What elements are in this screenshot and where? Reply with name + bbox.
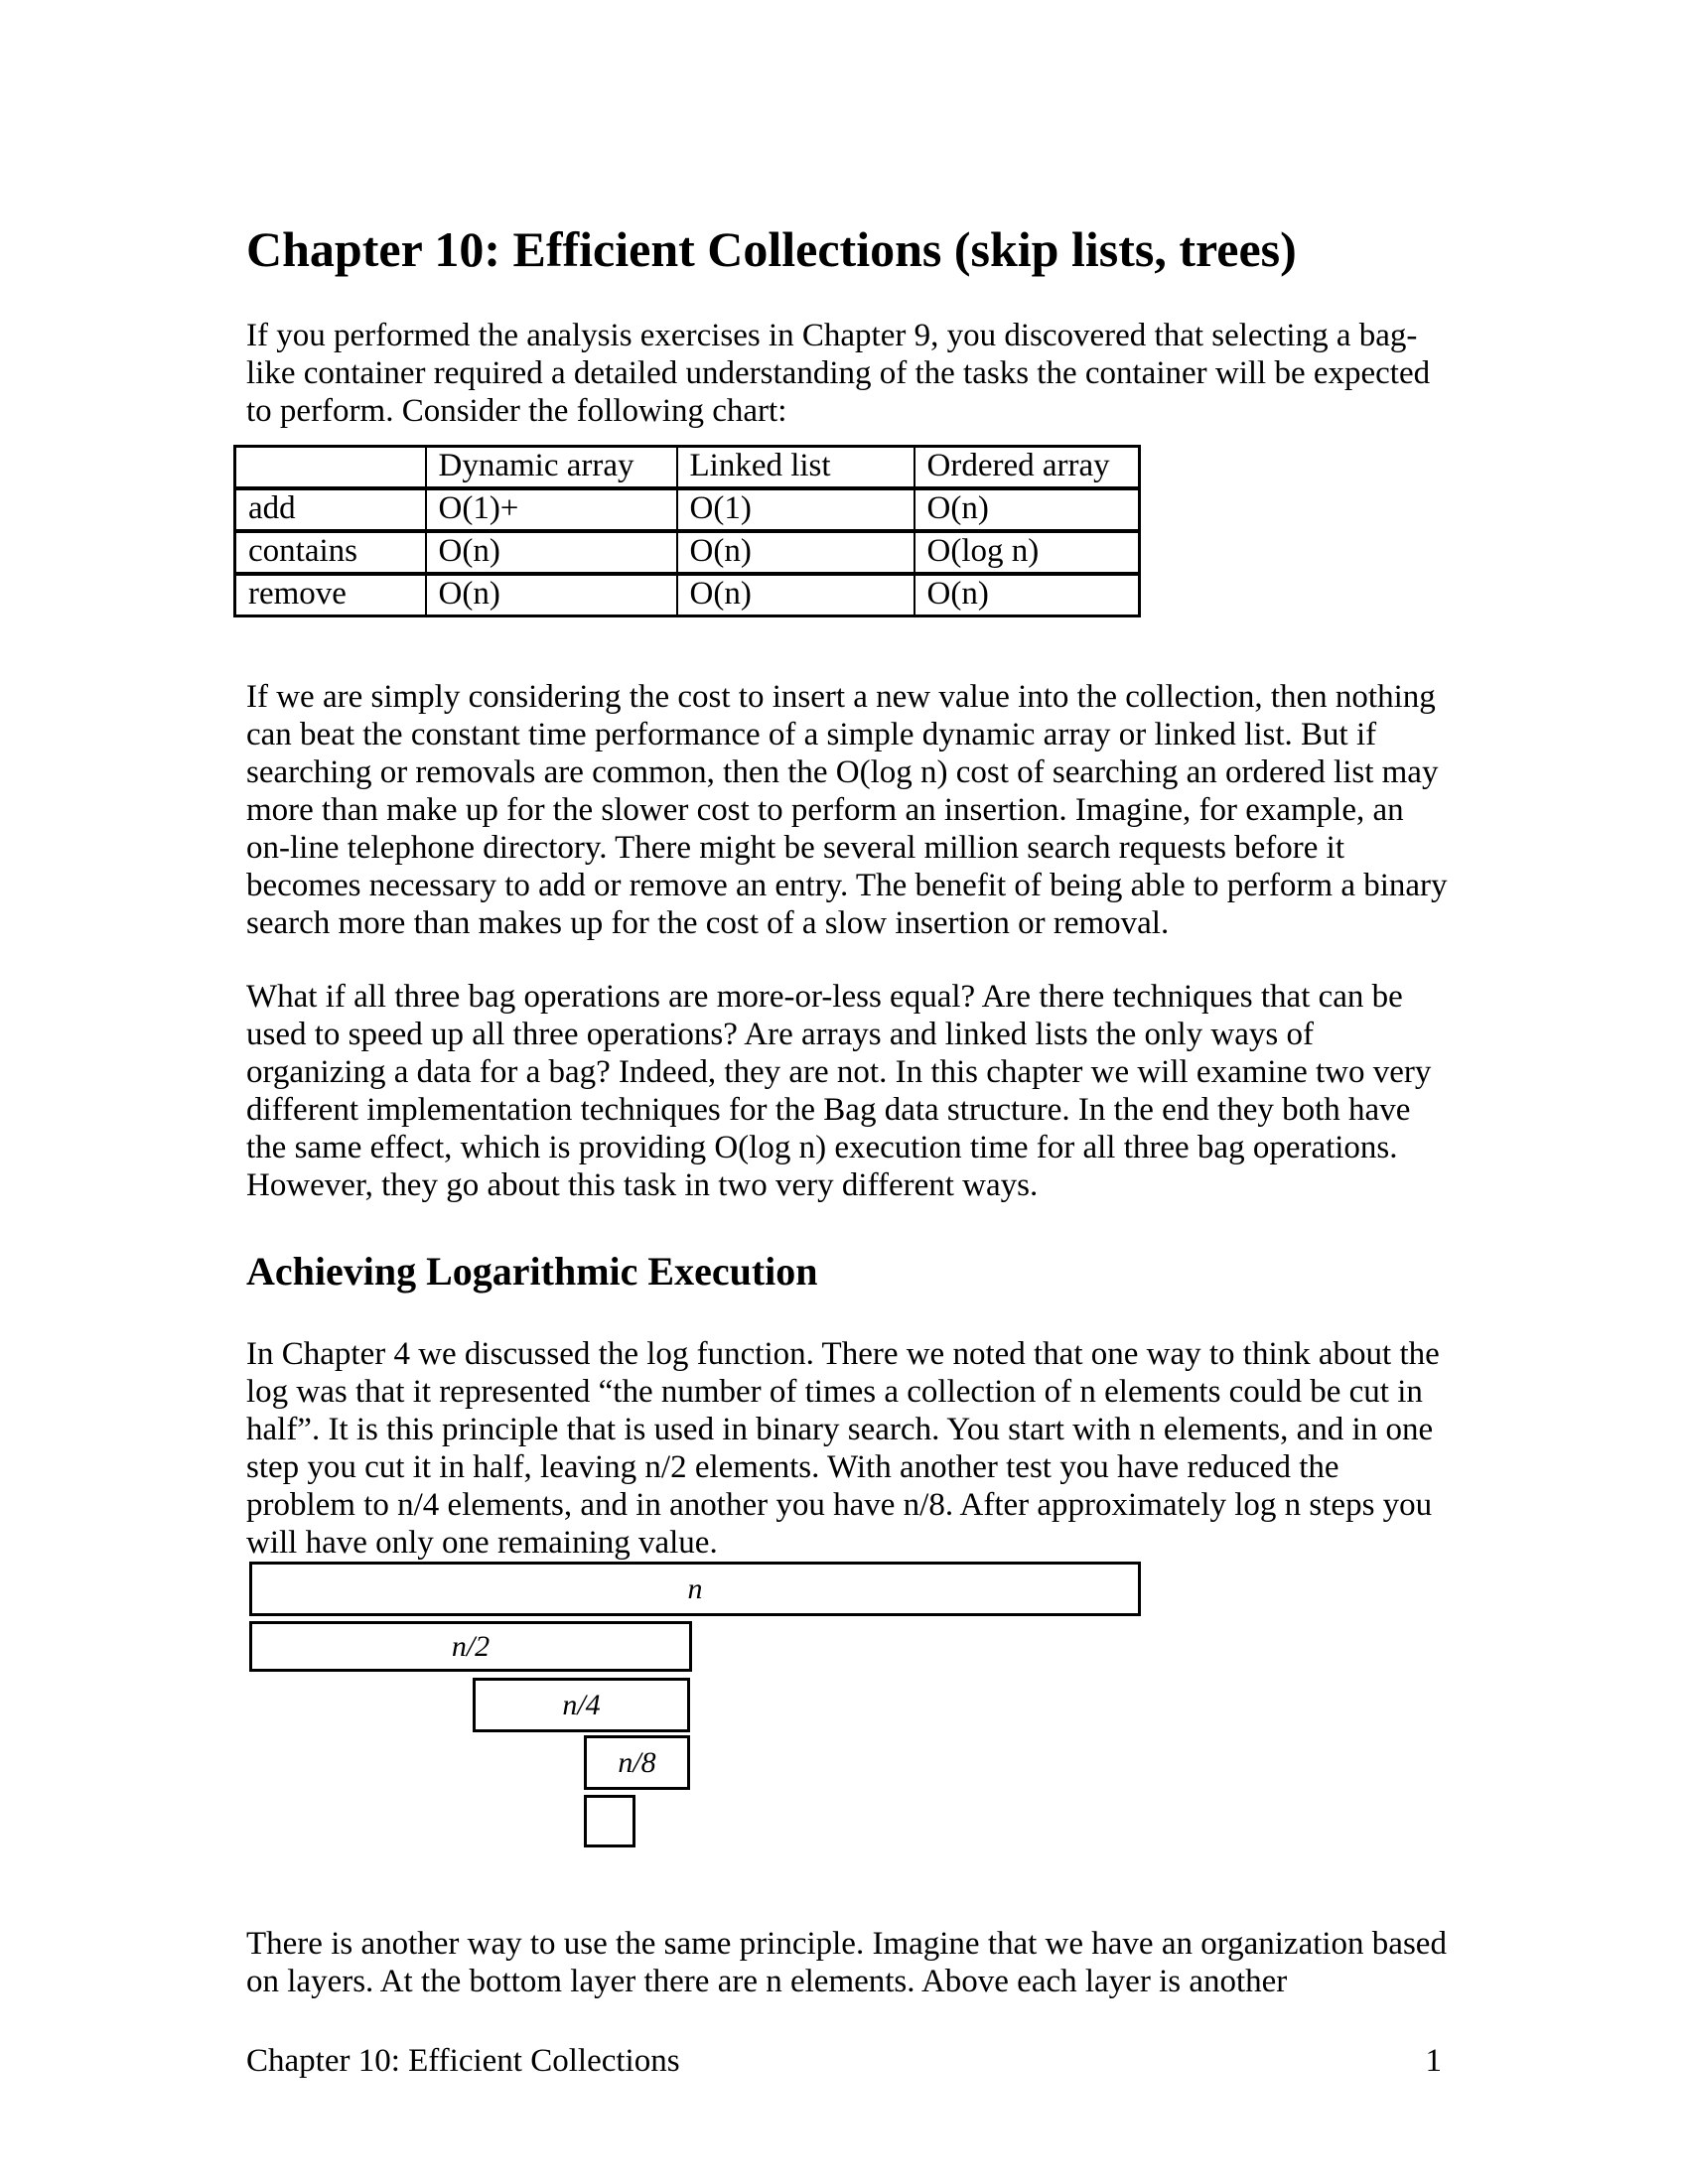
table-row-contains [235, 531, 1140, 574]
table-row-remove [235, 574, 1140, 616]
paragraph-log-function: In Chapter 4 we discussed the log function. There we noted that one way to think about the log was that it represented “the number of times a collection of n elements could be cut in half”. It is this principle that is used in binary search. You start with n elements, and in one step you cut it in half, leaving n/2 elements. With another test you have reduced the problem to n/4 elements, and in another you have n/8. After approximately log n steps you will have only one remaining value. [246, 1336, 1440, 1561]
cell-value: O(n) [677, 531, 914, 574]
cell-value: O(1) [677, 488, 914, 531]
cell-value: O(n) [426, 574, 677, 616]
diagram-box-n8: n/8 [584, 1735, 690, 1790]
table-header-linked-list: Linked list [677, 447, 914, 489]
intro-paragraph: If you performed the analysis exercises in Chapter 9, you discovered that selecting a bag-like container required a detailed understanding of the tasks the container will be expected to perform. Consider the following chart: [246, 318, 1431, 429]
paragraph-insert-cost: If we are simply considering the cost to insert a new value into the collection, then nothing can beat the constant time performance of a simple dynamic array or linked list. But if searching or removals are common, then the O(log n) cost of searching an ordered list may more than make up for the slower cost to perform an insertion. Imagine, for example, an on-line telephone directory. There might be several million search requests before it becomes necessary to add or remove an entry. The benefit of being able to perform a binary search more than makes up for the cost of a slow insertion or removal. [246, 679, 1448, 941]
diagram-box-n4: n/4 [473, 1678, 690, 1732]
footer-chapter-title: Chapter 10: Efficient Collections [246, 2043, 680, 2079]
diagram-box-n2: n/2 [249, 1621, 692, 1672]
paragraph-layers: There is another way to use the same principle. Imagine that we have an organization based on layers. At the bottom layer there are n elements. Above each layer is another [246, 1926, 1447, 1999]
cell-value: O(1)+ [426, 488, 677, 531]
cell-value: O(n) [914, 574, 1140, 616]
table-header-row [235, 447, 1140, 489]
row-label: remove [235, 574, 426, 616]
page-title: Chapter 10: Efficient Collections (skip lists, trees) [246, 220, 1297, 277]
cell-value: O(n) [914, 488, 1140, 531]
row-label: contains [235, 531, 426, 574]
complexity-table [233, 445, 1141, 617]
diagram-box-n: n [249, 1562, 1141, 1616]
table-header-operation [235, 447, 426, 489]
cell-value: O(log n) [914, 531, 1140, 574]
paragraph-bag-operations: What if all three bag operations are more-or-less equal? Are there techniques that can be used to speed up all three operations? Are arrays and linked lists the only ways of organizing a data for a bag? Indeed, they are not. In this chapter we will examine two very different implementation techniques for the Bag data structure. In the end they both have the same effect, which is providing O(log n) execution time for all three bag operations. However, they go about this task in two very different ways. [246, 979, 1432, 1203]
section-heading: Achieving Logarithmic Execution [246, 1249, 818, 1295]
page-number: 1 [1425, 2043, 1442, 2079]
table-row-add [235, 488, 1140, 531]
complexity-table-wrapper [233, 445, 1141, 617]
table-header-ordered-array: Ordered array [914, 447, 1140, 489]
cell-value: O(n) [426, 531, 677, 574]
row-label: add [235, 488, 426, 531]
halving-diagram [249, 1562, 1153, 1851]
diagram-box-final [584, 1795, 635, 1847]
table-header-dynamic-array: Dynamic array [426, 447, 677, 489]
cell-value: O(n) [677, 574, 914, 616]
